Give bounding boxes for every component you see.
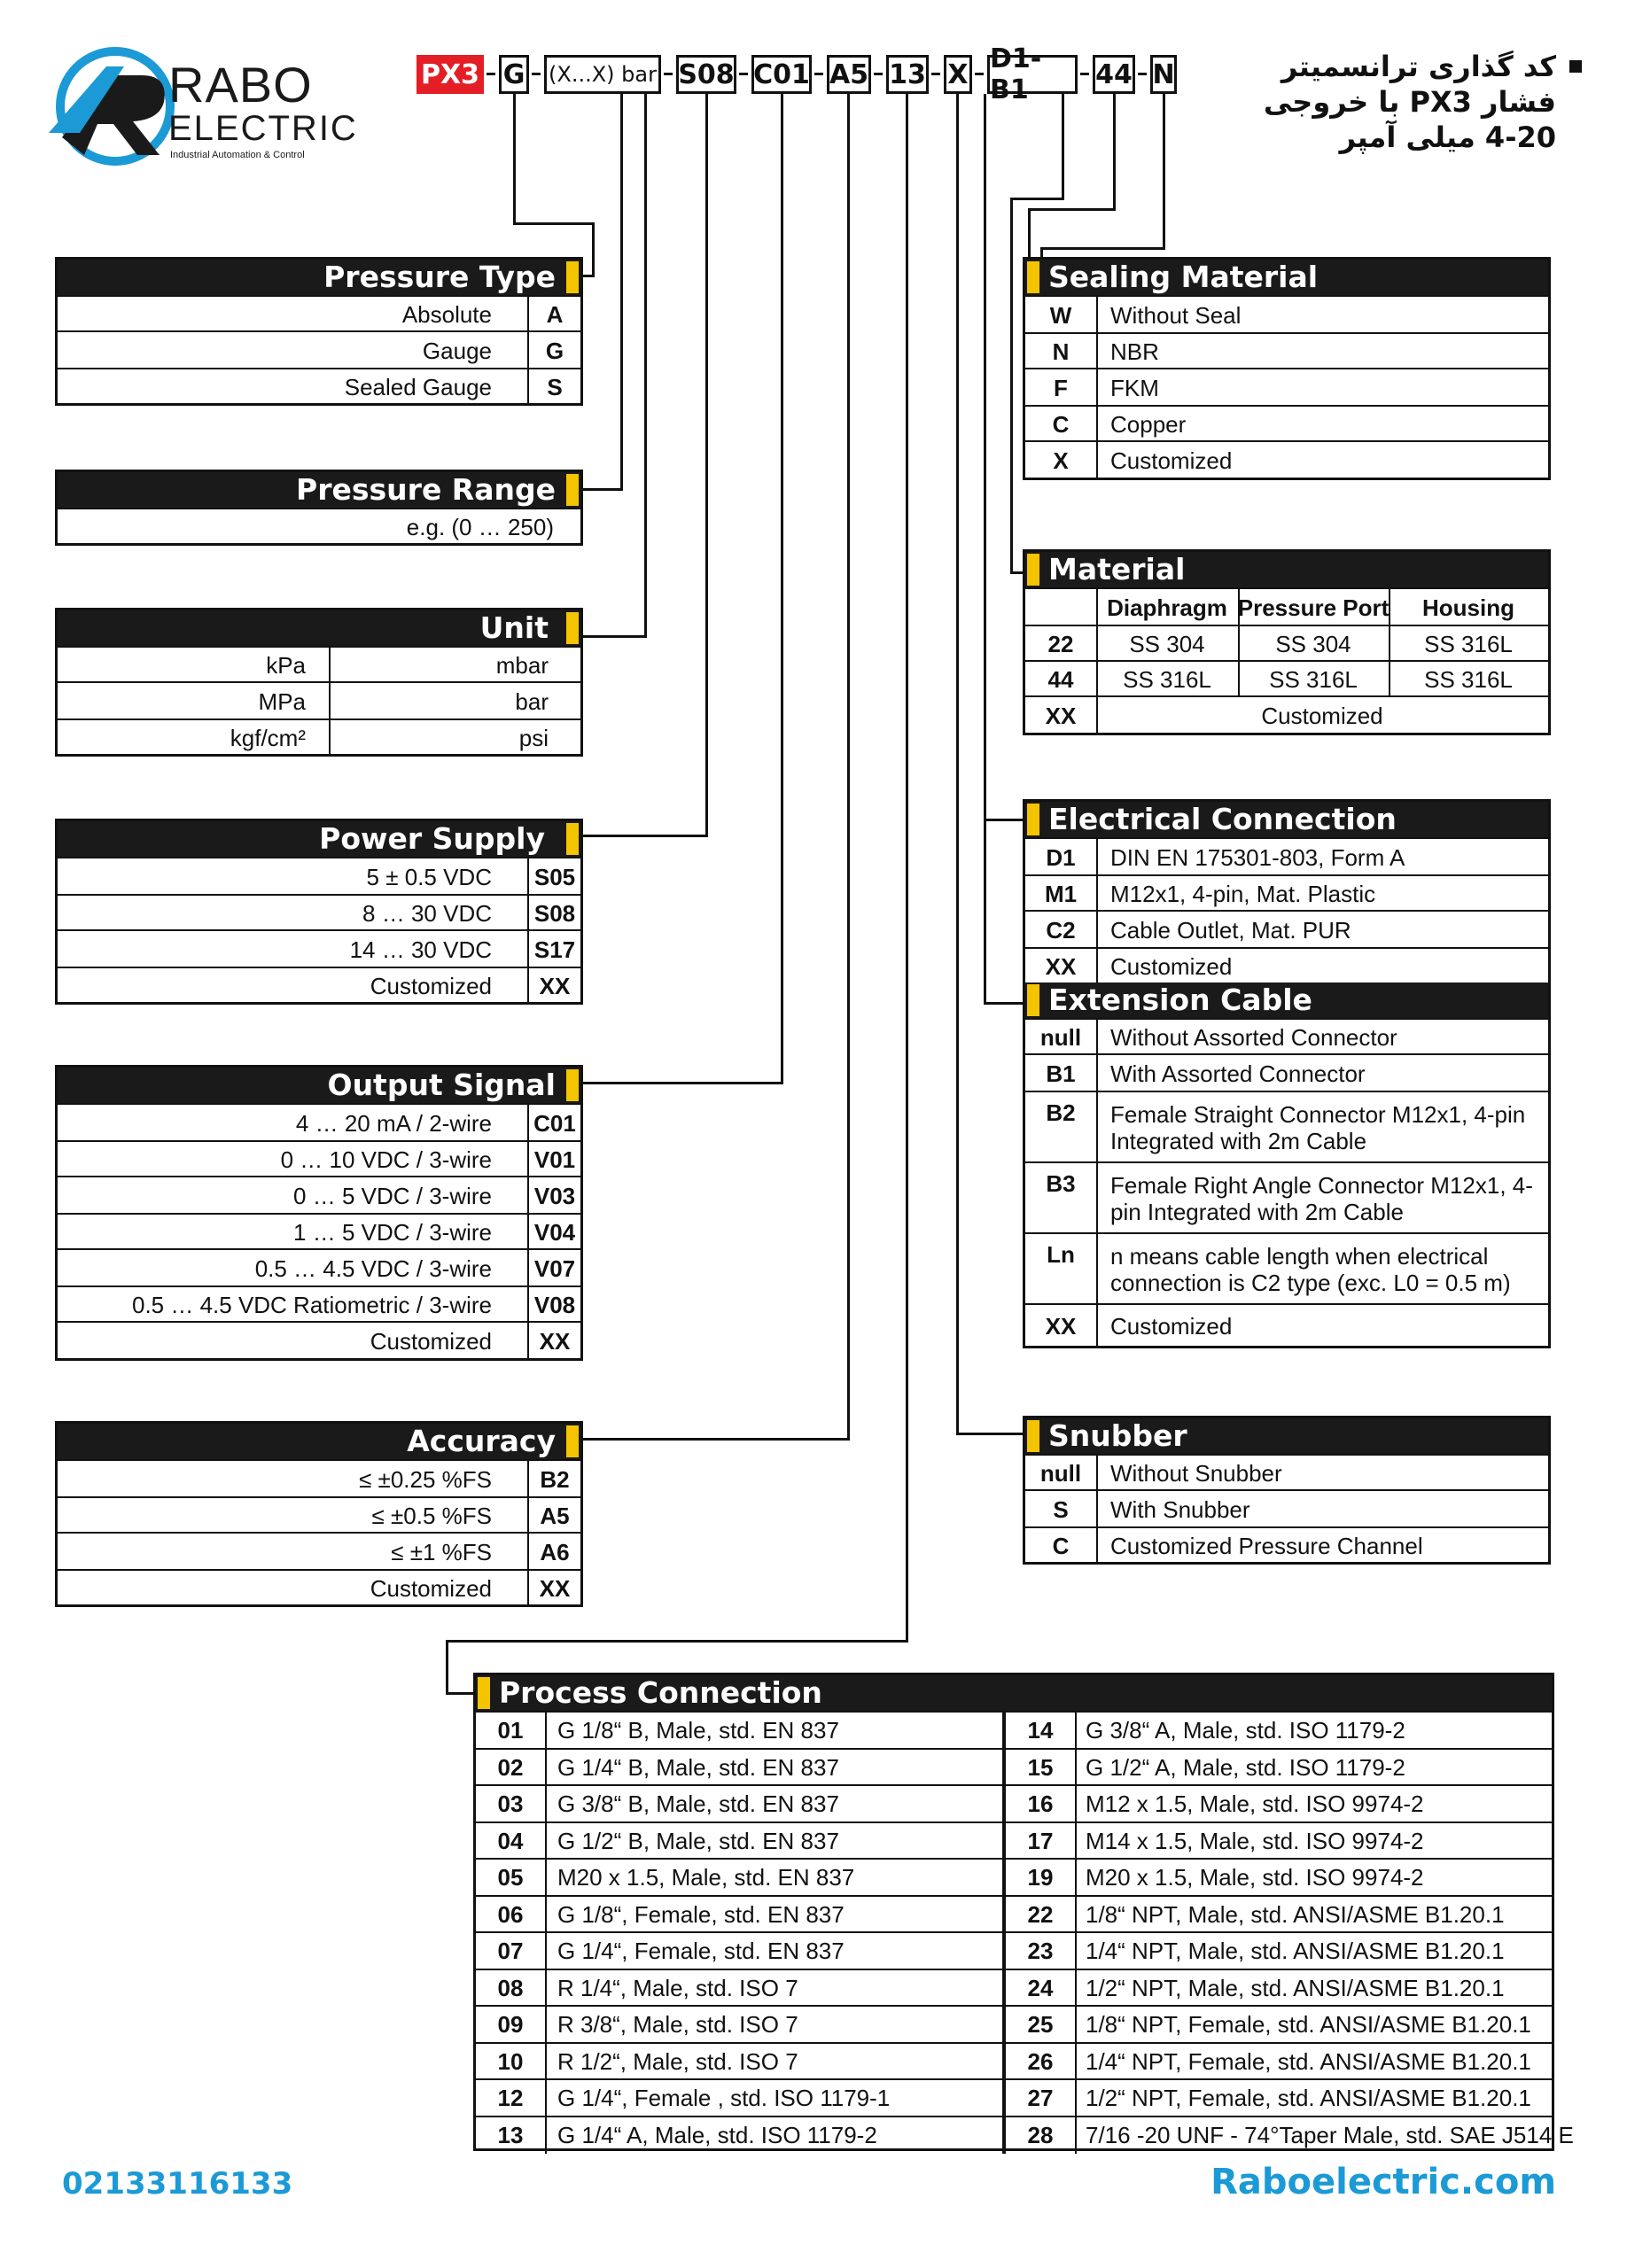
code-cell: 02 xyxy=(497,1753,524,1781)
sealing-material-title: Sealing Material xyxy=(1048,260,1319,294)
code-cell: B3 xyxy=(1046,1170,1076,1197)
title-fa-line1: کد گذاری ترانسمیتر xyxy=(1281,50,1556,83)
code-cell: C2 xyxy=(1046,916,1076,944)
output-signal-table xyxy=(55,1065,583,1361)
code-cell: 17 xyxy=(1027,1827,1054,1854)
code-cell: 19 xyxy=(1027,1864,1054,1891)
yellow-marker xyxy=(566,474,579,506)
cell: DIN EN 175301-803, Form A xyxy=(1110,843,1405,871)
cell: R 3/8“, Male, std. ISO 7 xyxy=(557,2011,798,2038)
yellow-marker xyxy=(478,1677,490,1709)
code-cell: 26 xyxy=(1027,2047,1054,2075)
cell: G 1/4“, Female , std. ISO 1179-1 xyxy=(557,2085,891,2111)
header-cell: Pressure Port xyxy=(1237,594,1390,621)
table-row xyxy=(476,1711,1552,1749)
cell: Female Straight Connector M12x1, 4-pin Integrated with 2m Cable xyxy=(1110,1101,1526,1154)
cell: 1/8“ NPT, Male, std. ANSI/ASME B1.20.1 xyxy=(1086,1900,1505,1928)
yellow-marker xyxy=(566,823,579,855)
cell: NBR xyxy=(1110,338,1159,365)
cell: Copper xyxy=(1110,410,1187,438)
cell: G 3/8“ B, Male, std. EN 837 xyxy=(557,1790,839,1817)
code-cell: XX xyxy=(539,1327,571,1355)
cell: Customized xyxy=(1110,447,1233,474)
yellow-marker xyxy=(566,1069,579,1101)
cell: 0.5 … 4.5 VDC / 3-wire xyxy=(254,1254,492,1282)
code-electrical: D1-B1 xyxy=(987,55,1078,94)
cell: bar xyxy=(515,687,549,715)
connector-line xyxy=(580,1438,850,1441)
connector-line xyxy=(1028,208,1116,211)
table-row xyxy=(476,1858,1552,1896)
cell: Absolute xyxy=(401,300,492,328)
title-fa-line2: فشار PX3 با خروجی xyxy=(1263,85,1556,119)
connector-line xyxy=(446,1640,448,1695)
cell: FKM xyxy=(1110,374,1159,401)
cell: G 1/8“, Female, std. EN 837 xyxy=(557,1900,845,1928)
brand-name-line2: ELECTRIC xyxy=(168,109,358,148)
table-row xyxy=(476,1748,1552,1786)
cell: M20 x 1.5, Male, std. ISO 9974-2 xyxy=(1086,1864,1424,1891)
yellow-marker xyxy=(1027,804,1039,835)
code-dash xyxy=(1138,73,1147,75)
process-connection-table xyxy=(473,1673,1574,2151)
material-title: Material xyxy=(1048,552,1186,586)
code-cell: F xyxy=(1054,374,1068,401)
code-cell: 12 xyxy=(497,2085,524,2111)
sealing-material-table xyxy=(1023,257,1551,480)
material-table xyxy=(1023,549,1551,735)
cell: M12x1, 4-pin, Mat. Plastic xyxy=(1110,880,1376,907)
code-cell: V04 xyxy=(533,1218,576,1246)
connector-line xyxy=(984,819,1024,821)
table-row xyxy=(476,1784,1552,1822)
code-cell: 16 xyxy=(1027,1790,1054,1817)
code-cell: D1 xyxy=(1046,843,1076,871)
yellow-marker xyxy=(1027,261,1039,293)
code-cell: 14 xyxy=(1027,1717,1054,1744)
code-cell: XX xyxy=(539,972,571,999)
cell: SS 316L xyxy=(1424,665,1513,693)
connector-line xyxy=(1010,198,1013,574)
code-cell: S05 xyxy=(533,863,576,890)
connector-line xyxy=(580,835,708,837)
code-process: 13 xyxy=(886,55,929,94)
cell: Customized xyxy=(1110,1312,1233,1340)
cell: 4 … 20 mA / 2-wire xyxy=(295,1109,492,1137)
connector-line xyxy=(513,222,595,225)
cell: Customized xyxy=(370,1574,492,1602)
cell: G 1/4“ A, Male, std. ISO 1179-2 xyxy=(557,2121,877,2148)
code-cell: 06 xyxy=(497,1900,524,1928)
connector-line xyxy=(781,94,783,1084)
code-cell: null xyxy=(1039,1459,1082,1487)
table-row xyxy=(476,1969,1552,2007)
code-cell: 23 xyxy=(1027,1938,1054,1964)
code-dash xyxy=(664,73,673,75)
cell: Customized xyxy=(1110,952,1233,980)
yellow-marker xyxy=(1027,554,1039,586)
cell: 1/2“ NPT, Female, std. ANSI/ASME B1.20.1 xyxy=(1086,2085,1531,2111)
connector-line xyxy=(705,94,708,837)
yellow-marker xyxy=(1027,984,1039,1016)
pressure-range-title: Pressure Range xyxy=(296,472,556,507)
code-cell: C xyxy=(1052,1532,1070,1559)
cell: 7/16 -20 UNF - 74°Taper Male, std. SAE J514 E xyxy=(1086,2121,1574,2148)
code-cell: 10 xyxy=(497,2047,524,2075)
cell: M20 x 1.5, Male, std. EN 837 xyxy=(557,1864,855,1891)
unit-title: Unit xyxy=(479,610,549,645)
connector-line xyxy=(446,1692,474,1695)
electrical-connection-table xyxy=(1023,799,1551,1348)
cell: 1 … 5 VDC / 3-wire xyxy=(293,1218,492,1246)
code-cell: X xyxy=(1053,447,1069,474)
cell: Sealed Gauge xyxy=(344,373,492,400)
cell: 0 … 10 VDC / 3-wire xyxy=(280,1146,492,1173)
code-cell: 22 xyxy=(1047,630,1074,657)
footer-phone: 02133116133 xyxy=(62,2166,293,2202)
cell: 0.5 … 4.5 VDC Ratiometric / 3-wire xyxy=(131,1291,492,1318)
code-cell: M1 xyxy=(1044,880,1078,907)
connector-line xyxy=(592,222,595,277)
snubber-table xyxy=(1023,1416,1551,1565)
cell: SS 304 xyxy=(1129,630,1205,657)
code-cell: A xyxy=(546,300,564,328)
code-cell: XX xyxy=(539,1574,571,1602)
title-fa-line3: 4-20 میلی آمپر xyxy=(1339,120,1556,154)
code-cell: 15 xyxy=(1027,1753,1054,1781)
brand-tagline: Industrial Automation & Control xyxy=(170,150,305,160)
cell: Without Snubber xyxy=(1110,1459,1282,1487)
code-cell: 22 xyxy=(1027,1900,1054,1928)
header-cell: Diaphragm xyxy=(1107,594,1227,621)
pressure-type-title: Pressure Type xyxy=(323,260,556,294)
accuracy-title: Accuracy xyxy=(407,1424,556,1458)
code-dash xyxy=(975,73,984,75)
connector-line xyxy=(1113,94,1116,211)
cell: 5 ± 0.5 VDC xyxy=(366,863,492,890)
table-row xyxy=(476,2042,1552,2080)
code-dash xyxy=(931,73,940,75)
table-row xyxy=(476,2116,1574,2154)
connector-line xyxy=(956,94,959,1435)
cell: G 1/2“ B, Male, std. EN 837 xyxy=(557,1827,839,1854)
code-sealing: N xyxy=(1150,55,1177,94)
unit-table xyxy=(55,608,583,757)
code-cell: C xyxy=(1052,410,1070,438)
cell: M12 x 1.5, Male, std. ISO 9974-2 xyxy=(1086,1790,1424,1817)
code-cell: S xyxy=(1053,1495,1069,1523)
code-cell: S17 xyxy=(533,936,576,963)
connector-line xyxy=(984,94,986,1005)
yellow-marker xyxy=(566,1425,579,1457)
code-accuracy: A5 xyxy=(827,55,871,94)
code-cell: V08 xyxy=(533,1291,576,1318)
code-cell: V07 xyxy=(533,1254,576,1282)
yellow-marker xyxy=(566,261,579,293)
code-dash xyxy=(1080,73,1089,75)
code-cell: S08 xyxy=(533,899,576,927)
cell: MPa xyxy=(258,687,306,715)
brand-logo xyxy=(44,40,358,173)
connector-line xyxy=(644,94,647,638)
table-row xyxy=(476,2078,1552,2117)
code-cell: C01 xyxy=(533,1109,576,1137)
code-dash xyxy=(814,73,823,75)
cell: G 3/8“ A, Male, std. ISO 1179-2 xyxy=(1086,1717,1405,1744)
cell: kPa xyxy=(266,651,306,679)
cell: 1/8“ NPT, Female, std. ANSI/ASME B1.20.1 xyxy=(1086,2011,1531,2038)
cell: SS 304 xyxy=(1275,630,1351,657)
code-cell: V03 xyxy=(533,1182,576,1209)
code-px3: PX3 xyxy=(416,55,484,94)
header-cell: Housing xyxy=(1422,594,1514,621)
process-connection-title: Process Connection xyxy=(499,1675,822,1710)
cell: 1/2“ NPT, Male, std. ANSI/ASME B1.20.1 xyxy=(1086,1974,1505,2001)
connector-line xyxy=(1040,247,1165,250)
connector-line xyxy=(1062,94,1064,200)
connector-line xyxy=(513,94,516,225)
cell: 1/4“ NPT, Female, std. ANSI/ASME B1.20.1 xyxy=(1086,2047,1531,2075)
code-cell: 09 xyxy=(497,2011,524,2038)
table-row xyxy=(476,1931,1552,1969)
connector-line xyxy=(1010,198,1064,200)
connector-line xyxy=(1163,94,1165,250)
cell: Customized xyxy=(1261,702,1383,729)
cell: 0 … 5 VDC / 3-wire xyxy=(293,1182,492,1209)
code-pressure-type: G xyxy=(499,55,529,94)
cell: SS 316L xyxy=(1269,665,1358,693)
code-cell: A5 xyxy=(540,1502,570,1529)
cell: With Assorted Connector xyxy=(1110,1060,1366,1087)
table-row xyxy=(476,2005,1552,2043)
code-cell: S xyxy=(547,373,563,400)
cell: Customized xyxy=(370,972,492,999)
code-cell: 01 xyxy=(497,1717,524,1744)
code-cell: 28 xyxy=(1027,2121,1054,2148)
code-output: C01 xyxy=(751,55,812,94)
cell: Female Right Angle Connector M12x1, 4-pin Integrated with 2m Cable xyxy=(1110,1172,1533,1225)
cell: Without Assorted Connector xyxy=(1110,1023,1397,1051)
cell: R 1/2“, Male, std. ISO 7 xyxy=(557,2047,798,2075)
accuracy-table xyxy=(55,1421,583,1607)
code-cell: A6 xyxy=(540,1538,570,1565)
title-bullet xyxy=(1569,60,1582,73)
code-cell: null xyxy=(1039,1023,1082,1051)
range-example: e.g. (0 … 250) xyxy=(406,513,554,540)
connector-line xyxy=(580,1082,783,1084)
code-cell: W xyxy=(1049,301,1072,329)
cell: psi xyxy=(518,724,549,751)
cell: R 1/4“, Male, std. ISO 7 xyxy=(557,1974,798,2001)
code-cell: 44 xyxy=(1047,665,1074,693)
code-cell: 27 xyxy=(1027,2085,1054,2111)
code-cell: B2 xyxy=(540,1465,570,1493)
cell: G 1/4“, Female, std. EN 837 xyxy=(557,1938,845,1964)
cell: 14 … 30 VDC xyxy=(349,936,492,963)
code-cell: B1 xyxy=(1046,1060,1076,1087)
footer-website[interactable]: Raboelectric.com xyxy=(1211,2162,1556,2202)
connector-line xyxy=(956,1433,1024,1435)
code-cell: G xyxy=(545,337,564,364)
output-signal-title: Output Signal xyxy=(327,1068,556,1102)
code-cell: 03 xyxy=(497,1790,524,1817)
connector-line xyxy=(906,94,908,1643)
cell: Gauge xyxy=(422,337,492,364)
pressure-type-table xyxy=(55,257,583,406)
cell: M14 x 1.5, Male, std. ISO 9974-2 xyxy=(1086,1827,1424,1854)
extension-cable-title: Extension Cable xyxy=(1048,983,1312,1017)
cell: ≤ ±0.5 %FS xyxy=(371,1502,492,1529)
table-row xyxy=(476,1895,1552,1933)
pressure-range-table xyxy=(55,470,583,546)
cell: Customized xyxy=(370,1327,492,1355)
connector-line xyxy=(847,94,850,1441)
cell: mbar xyxy=(495,651,549,679)
cell: Cable Outlet, Mat. PUR xyxy=(1110,916,1351,944)
cell: 8 … 30 VDC xyxy=(362,899,492,927)
code-range: (X...X) bar xyxy=(544,55,661,94)
cell: G 1/4“ B, Male, std. EN 837 xyxy=(557,1753,839,1781)
code-cell: 25 xyxy=(1027,2011,1054,2038)
code-cell: XX xyxy=(1045,702,1077,729)
brand-name-line1: RABO xyxy=(168,57,313,113)
code-cell: N xyxy=(1052,338,1070,365)
code-cell: Ln xyxy=(1047,1241,1075,1268)
code-dash xyxy=(739,73,748,75)
code-cell: 13 xyxy=(497,2121,524,2148)
code-cell: 04 xyxy=(497,1827,524,1854)
code-cell: XX xyxy=(1045,1312,1077,1340)
code-snubber: X xyxy=(944,55,972,94)
code-material: 44 xyxy=(1093,55,1135,94)
cell: 1/4“ NPT, Male, std. ANSI/ASME B1.20.1 xyxy=(1086,1938,1505,1964)
logo-mark-icon xyxy=(44,40,177,173)
yellow-marker xyxy=(1027,1420,1039,1452)
connector-line xyxy=(580,635,647,638)
code-cell: B2 xyxy=(1046,1099,1076,1126)
connector-line xyxy=(580,488,623,491)
cell: n means cable length when electrical connection is C2 type (exc. L0 = 0.5 m) xyxy=(1110,1243,1511,1296)
power-supply-title: Power Supply xyxy=(319,821,545,856)
cell: With Snubber xyxy=(1110,1495,1250,1523)
code-dash xyxy=(874,73,883,75)
cell: G 1/2“ A, Male, std. ISO 1179-2 xyxy=(1086,1753,1405,1781)
connector-line xyxy=(620,94,623,491)
code-dash xyxy=(532,73,541,75)
table-row xyxy=(476,1821,1552,1860)
yellow-marker xyxy=(566,612,579,644)
cell: ≤ ±1 %FS xyxy=(391,1538,492,1565)
electrical-connection-title: Electrical Connection xyxy=(1048,802,1397,836)
cell: Customized Pressure Channel xyxy=(1110,1532,1423,1559)
code-cell: XX xyxy=(1045,952,1077,980)
code-cell: V01 xyxy=(533,1146,576,1173)
power-supply-table xyxy=(55,819,583,1005)
cell: Without Seal xyxy=(1110,301,1242,329)
connector-line xyxy=(984,1002,1024,1005)
cell: SS 316L xyxy=(1424,630,1513,657)
title-fa xyxy=(1264,49,1556,155)
code-dash xyxy=(487,73,495,75)
code-cell: 24 xyxy=(1027,1974,1054,2001)
code-cell: 07 xyxy=(497,1938,524,1964)
connector-line xyxy=(446,1640,908,1643)
cell: G 1/8“ B, Male, std. EN 837 xyxy=(557,1717,839,1744)
cell: SS 316L xyxy=(1123,665,1211,693)
cell: kgf/cm² xyxy=(230,724,306,751)
cell: ≤ ±0.25 %FS xyxy=(359,1465,492,1493)
code-cell: 08 xyxy=(497,1974,524,2001)
code-power: S08 xyxy=(676,55,736,94)
code-cell: 05 xyxy=(497,1864,524,1891)
snubber-title: Snubber xyxy=(1048,1418,1187,1453)
